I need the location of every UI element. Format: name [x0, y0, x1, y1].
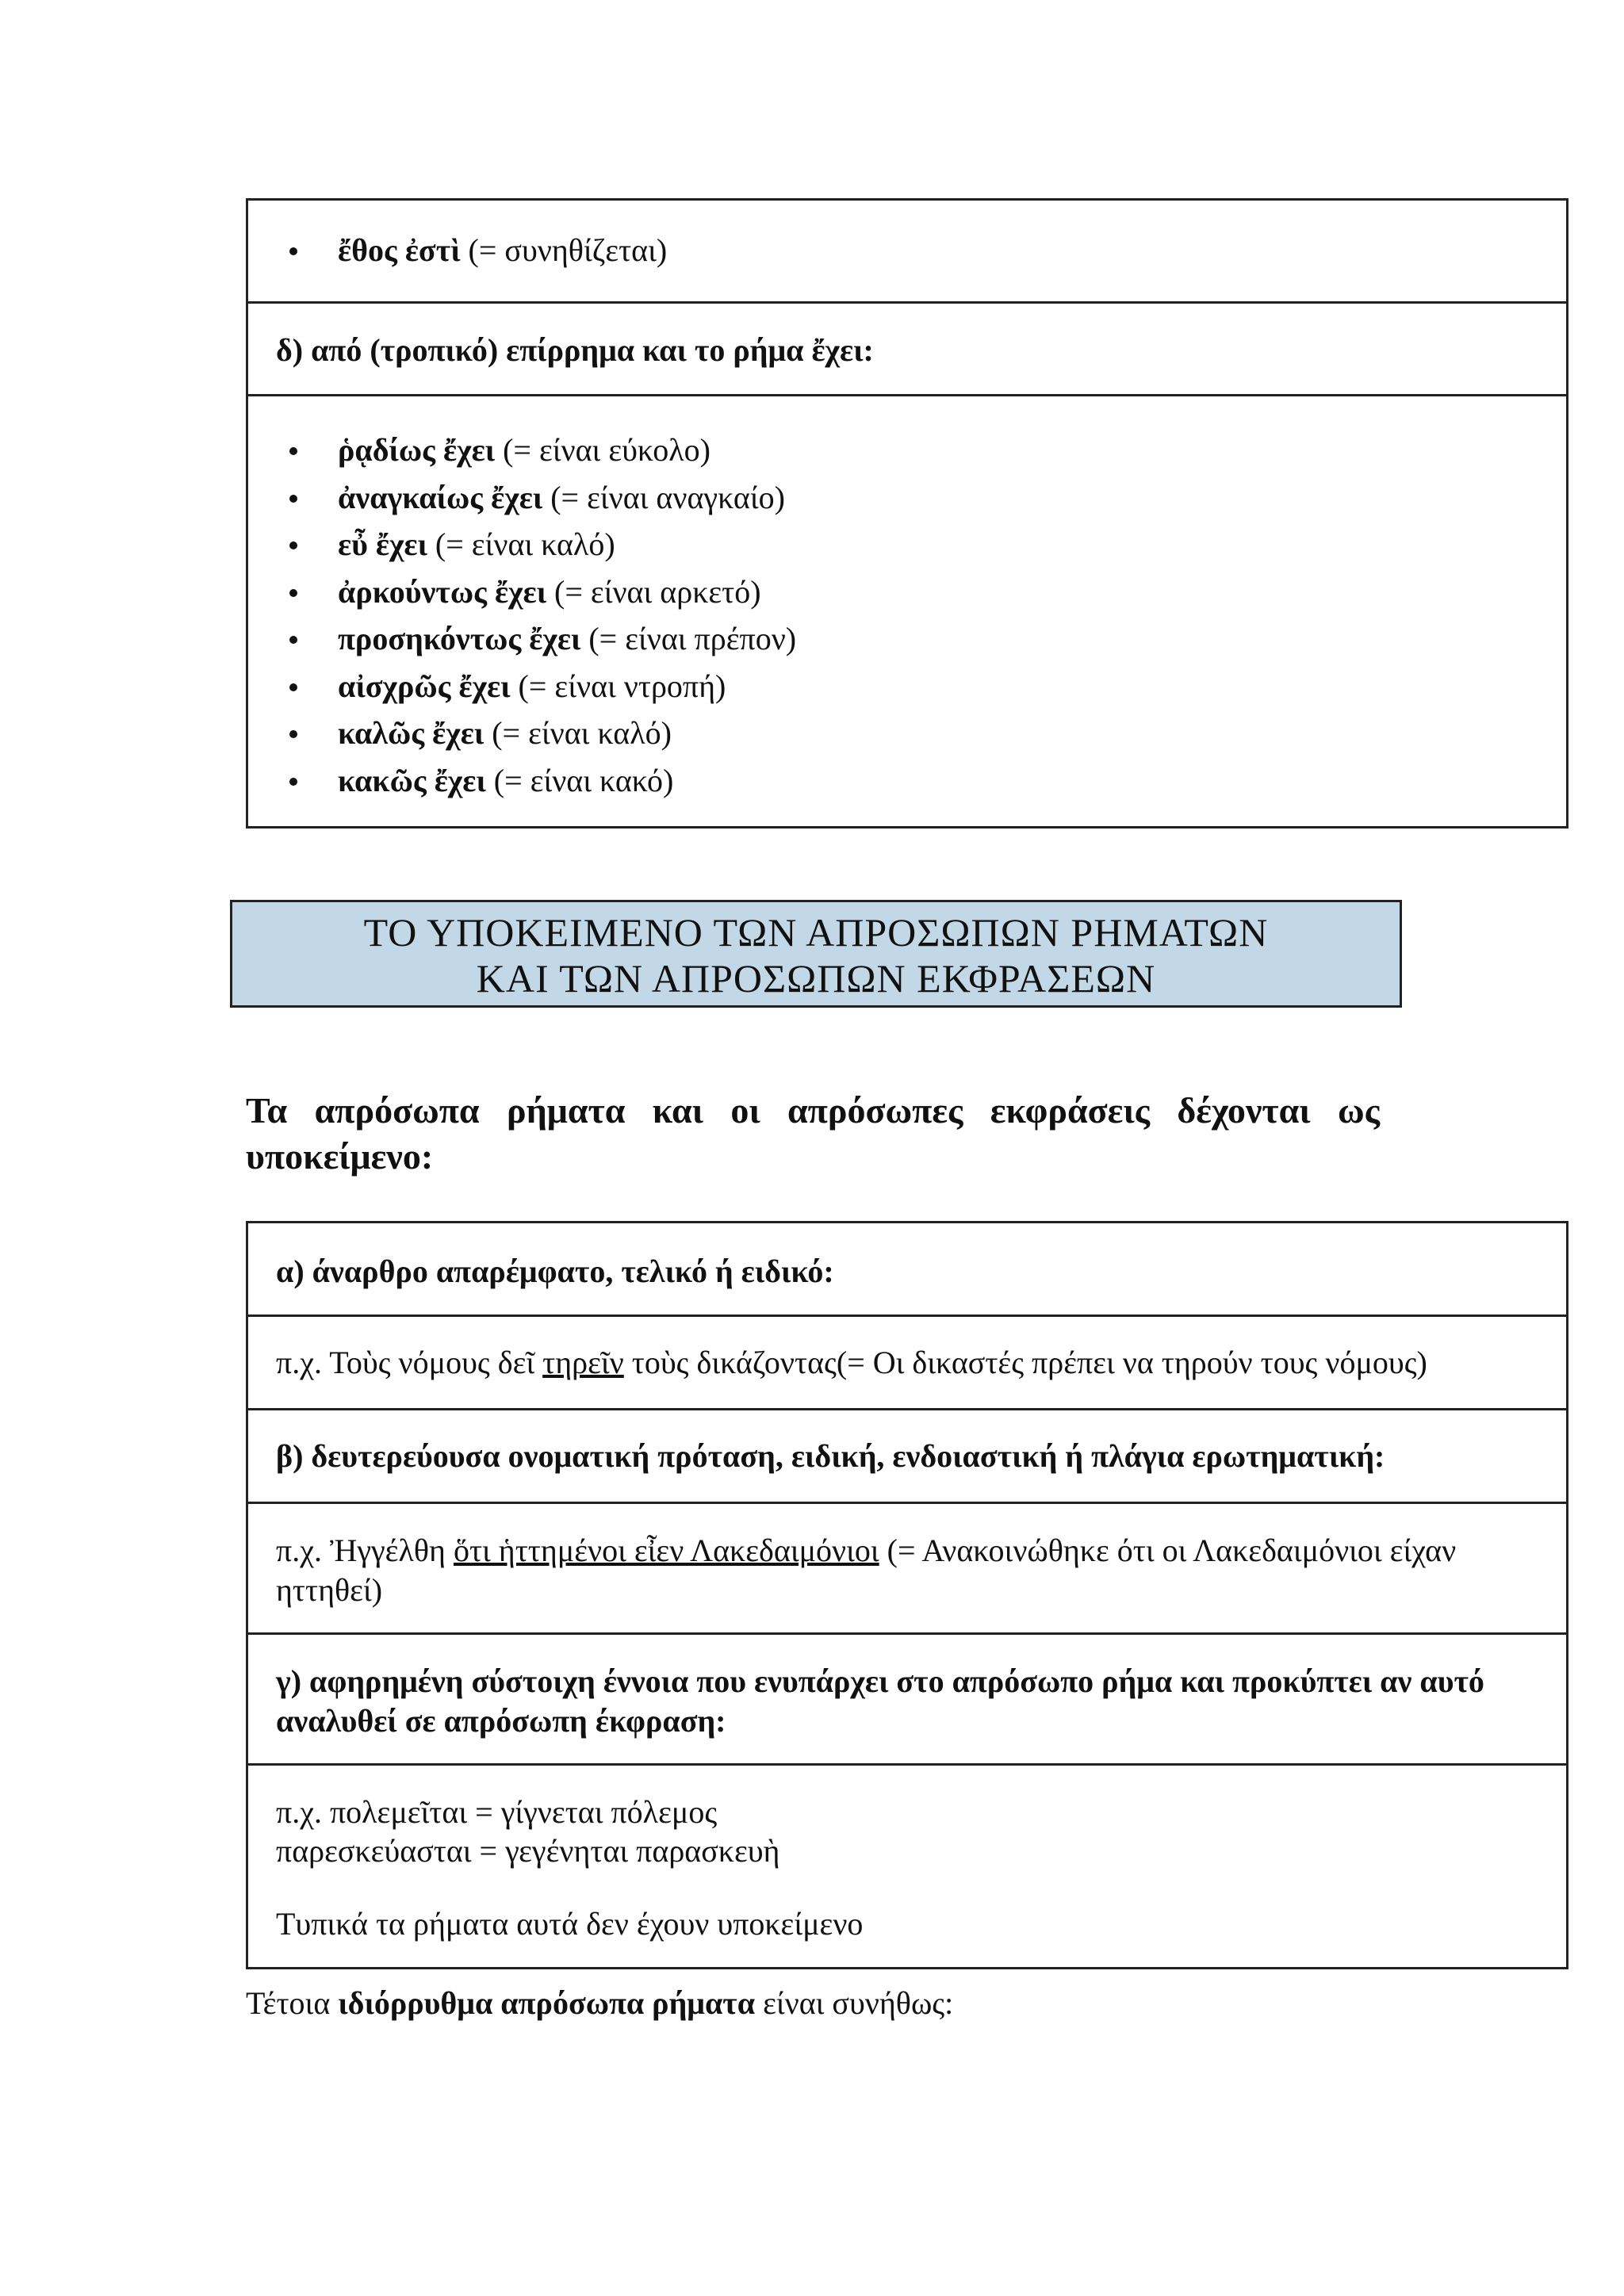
term-meaning: (= είναι καλό)	[484, 715, 672, 751]
section-title-line-1: ΤΟ ΥΠΟΚΕΙΜΕΝΟ ΤΩΝ ΑΠΡΟΣΩΠΩΝ ΡΗΜΑΤΩΝ	[363, 910, 1269, 955]
term: καλῶς ἔχει	[338, 715, 485, 751]
section-title-line-2: ΚΑΙ ΤΩΝ ΑΠΡΟΣΩΠΩΝ ΕΚΦΡΑΣΕΩΝ	[476, 956, 1156, 1001]
list-item	[248, 615, 1566, 663]
term: εὖ ἔχει	[338, 526, 427, 562]
term: ῥᾳδίως ἔχει	[338, 432, 496, 468]
term-meaning: (= είναι εύκολο)	[495, 432, 710, 468]
term-meaning: (= είναι αναγκαίο)	[542, 479, 785, 515]
list-item	[248, 663, 1566, 710]
table-2-row-c-heading	[248, 1635, 1566, 1766]
term-meaning: (= είναι καλό)	[427, 526, 615, 562]
example-text: π.χ. Τοὺς νόμους δεῖ	[276, 1345, 543, 1380]
table-2	[246, 1221, 1568, 1969]
list-item	[248, 474, 1566, 522]
heading-c-line-1: γ) αφηρημένη σύστοιχη έννοια που ενυπάρχει στο απρόσωπο ρήμα και προκύπτει αν αυτό	[276, 1663, 1484, 1699]
term: προσηκόντως ἔχει	[338, 621, 581, 656]
list-item	[248, 521, 1566, 568]
footer-line	[246, 1984, 953, 2022]
example-b	[276, 1531, 1538, 1610]
heading-b: β) δευτερεύουσα ονοματική πρόταση, ειδική, ενδοιαστική ή πλάγια ερωτηματική:	[276, 1438, 1385, 1474]
list-item	[248, 227, 1566, 274]
term-meaning: (= συνηθίζεται)	[460, 232, 668, 268]
term: ἀναγκαίως ἔχει	[338, 479, 543, 515]
heading-a: α) άναρθρο απαρέμφατο, τελικό ή ειδικό:	[276, 1253, 834, 1289]
example-text: τοὺς δικάζοντας(= Οι δικαστές πρέπει να τηρούν τους νόμους)	[623, 1345, 1427, 1380]
term: ἔθος ἐστὶ	[338, 232, 461, 268]
table-1-row-top-item	[248, 201, 1566, 304]
table-2-row-b-heading	[248, 1410, 1566, 1504]
list-item	[248, 427, 1566, 474]
footer-text: είναι συνήθως:	[755, 1985, 954, 2021]
list-item	[248, 568, 1566, 616]
table-2-row-a-heading	[248, 1223, 1566, 1317]
note-text: Τυπικά τα ρήματα αυτά δεν έχουν υποκείμενο	[276, 1906, 864, 1942]
intro-line-1: Τα απρόσωπα ρήματα και οι απρόσωπες εκφράσεις δέχονται ως	[246, 1090, 1380, 1131]
table-2-row-a-example	[248, 1317, 1566, 1410]
table-2-row-b-example	[248, 1504, 1566, 1635]
list-item	[248, 757, 1566, 805]
footer-bold-text: ιδιόρρυθμα απρόσωπα ρήματα	[338, 1985, 756, 2021]
example-underlined: τηρεῖν	[542, 1345, 624, 1380]
example-text: π.χ. Ἠγγέλθη	[276, 1533, 454, 1568]
term-meaning: (= είναι κακό)	[485, 762, 674, 798]
example-c-line-2: παρεσκεύασται = γεγένηται παρασκευὴ	[276, 1833, 780, 1869]
example-a	[276, 1344, 1538, 1381]
table-2-row-c-example	[248, 1766, 1566, 1967]
table-1-row-heading-d	[248, 304, 1566, 396]
section-title	[230, 900, 1402, 1008]
term-meaning: (= είναι πρέπον)	[580, 621, 797, 656]
intro-paragraph	[246, 1088, 1380, 1180]
term: αἰσχρῶς ἔχει	[338, 668, 511, 704]
table-1-row-items	[248, 396, 1566, 826]
term: ἀρκούντως ἔχει	[338, 573, 547, 610]
term-meaning: (= είναι αρκετό)	[546, 573, 761, 610]
term-meaning: (= είναι ντροπή)	[510, 668, 726, 704]
term: κακῶς ἔχει	[338, 762, 486, 798]
list-item	[248, 710, 1566, 757]
footer-text: Τέτοια	[246, 1985, 339, 2021]
example-text: (= Ανακοινώθηκε ότι οι Λακεδαιμόνιοι είχαν	[879, 1533, 1457, 1568]
heading-d: δ) από (τροπικό) επίρρημα και το ρήμα ἔχει:	[276, 332, 874, 368]
example-text: ηττηθεί)	[276, 1572, 383, 1608]
table-1	[246, 198, 1568, 828]
example-underlined: ὅτι ἡττημένοι εἶεν Λακεδαιμόνιοι	[453, 1533, 879, 1568]
intro-line-2: υποκείμενο:	[246, 1136, 434, 1177]
heading-c-line-2: αναλυθεί σε απρόσωπη έκφραση:	[276, 1703, 726, 1739]
example-c-line-1: π.χ. πολεμεῖται = γίγνεται πόλεμος	[276, 1794, 718, 1830]
